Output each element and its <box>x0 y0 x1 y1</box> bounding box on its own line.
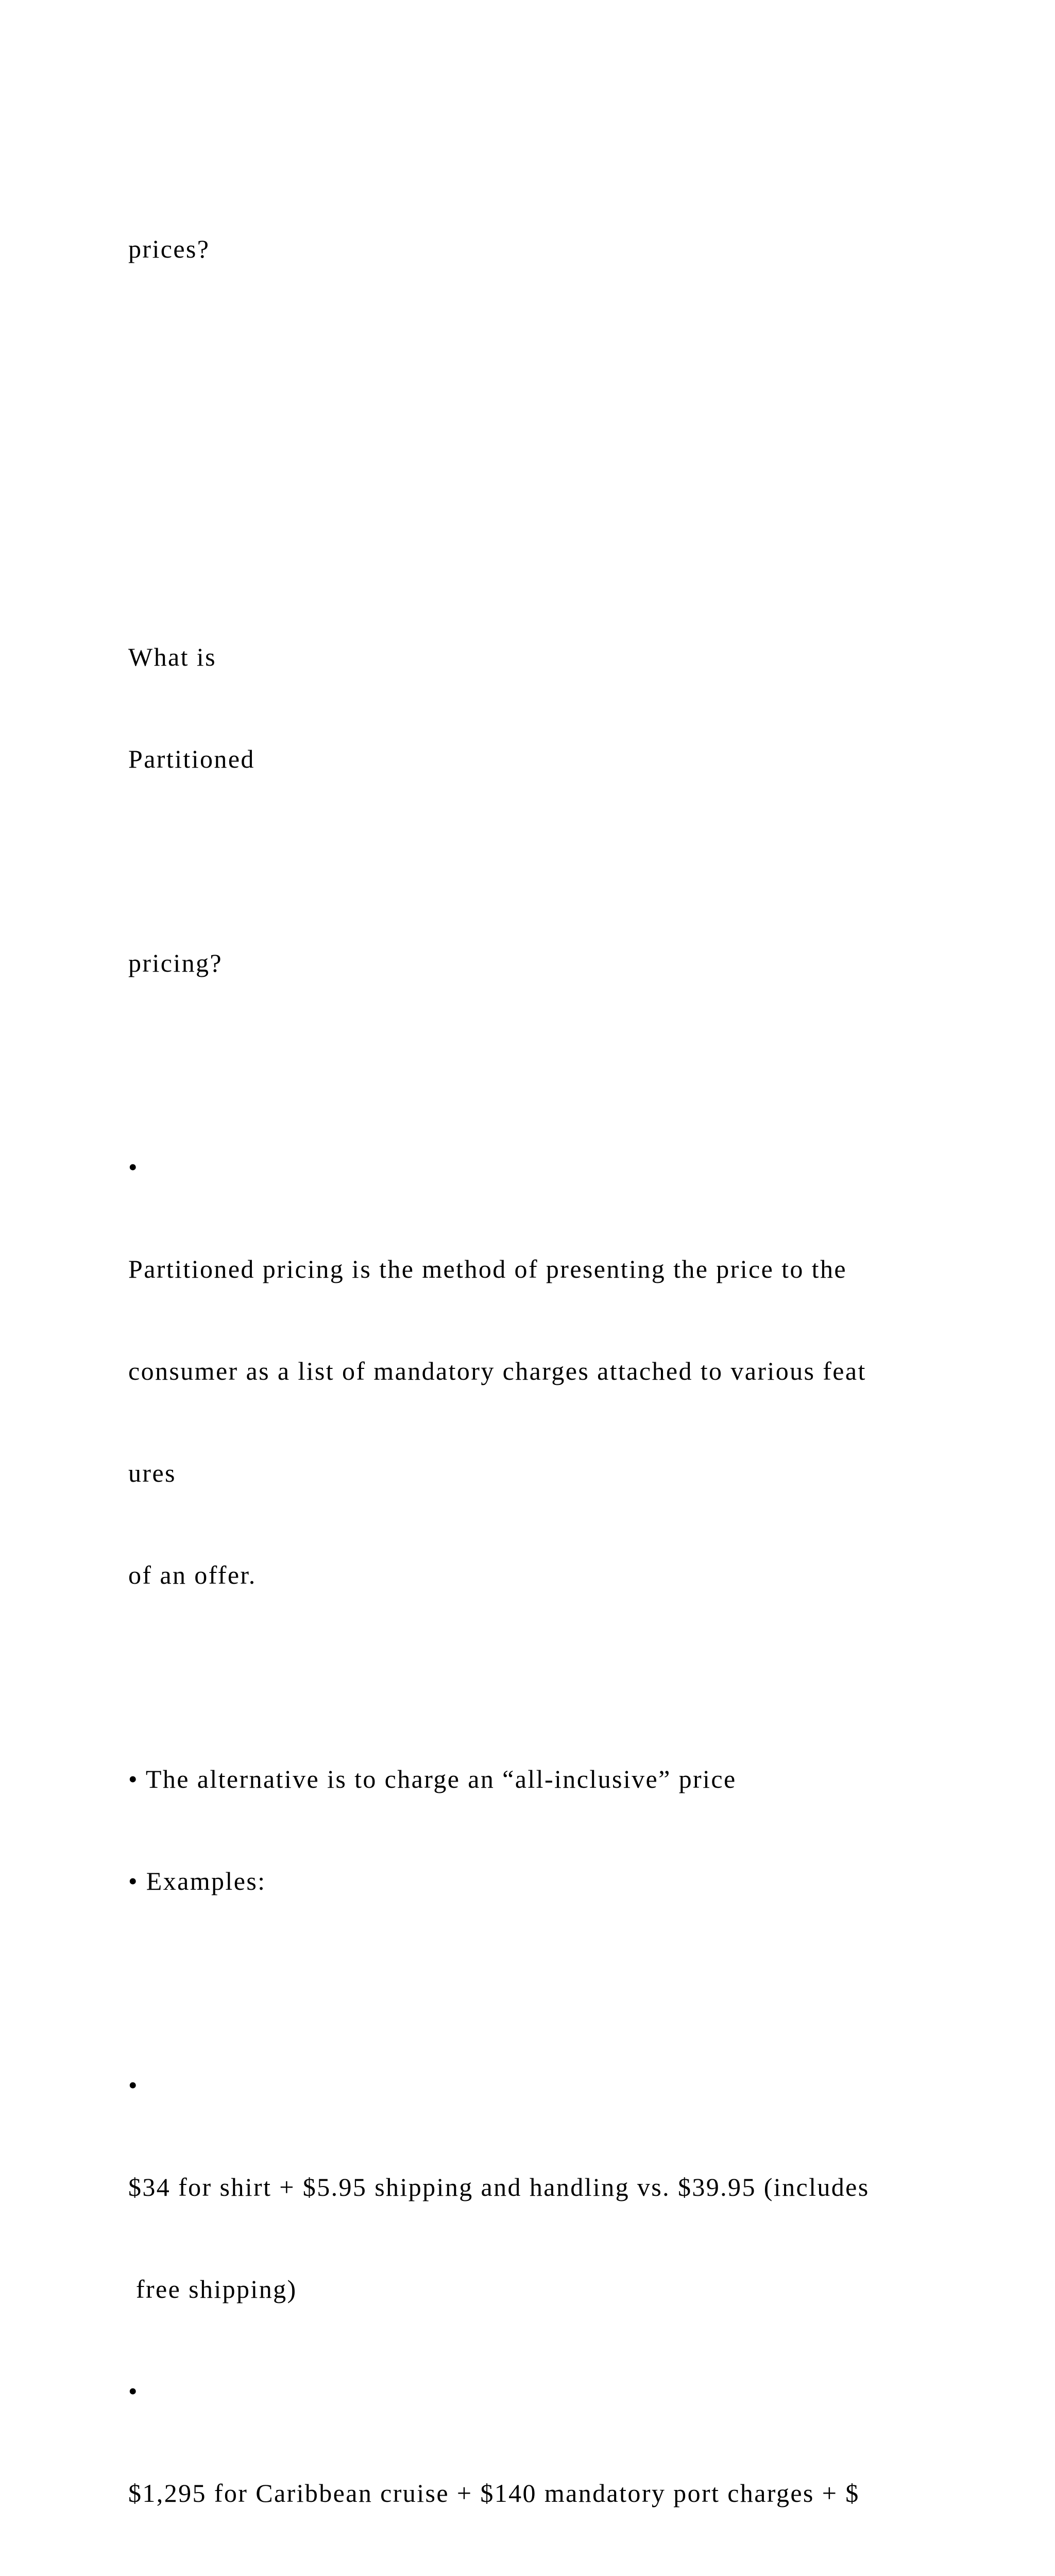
blank-line <box>128 538 1004 572</box>
bullet-text-line: • The alternative is to charge an “all-inclusive” price <box>128 1765 737 1793</box>
text-line: pricing? <box>128 948 223 977</box>
text-line: ures <box>128 1459 184 1487</box>
blank-line <box>128 1660 1004 1694</box>
bullet-line: • <box>128 1153 139 1181</box>
text-line: of an offer. <box>128 1561 257 1589</box>
text-line: Partitioned pricing is the method of presenting the price to the <box>128 1255 855 1283</box>
blank-line <box>128 334 1004 368</box>
text-line: consumer as a list of mandatory charges attached to various feat <box>128 1357 866 1385</box>
text-line: Partitioned <box>128 744 255 773</box>
blank-line <box>128 844 1004 878</box>
document-body <box>128 164 1004 2576</box>
blank-line <box>128 1048 1004 1082</box>
text-line: What is <box>128 642 224 671</box>
bullet-line: • <box>128 2377 139 2405</box>
blank-line <box>128 1966 1004 2000</box>
text-line: $34 for shirt + $5.95 shipping and handling vs. $39.95 (includes <box>128 2173 870 2201</box>
text-line: $1,295 for Caribbean cruise + $140 mandatory port charges + $ <box>128 2479 860 2507</box>
bullet-line: • <box>128 2071 139 2099</box>
blank-line <box>128 436 1004 470</box>
bullet-text-line: • Examples: <box>128 1867 266 1895</box>
text-line: prices? <box>128 234 210 263</box>
text-line: free shipping) <box>128 2275 297 2303</box>
